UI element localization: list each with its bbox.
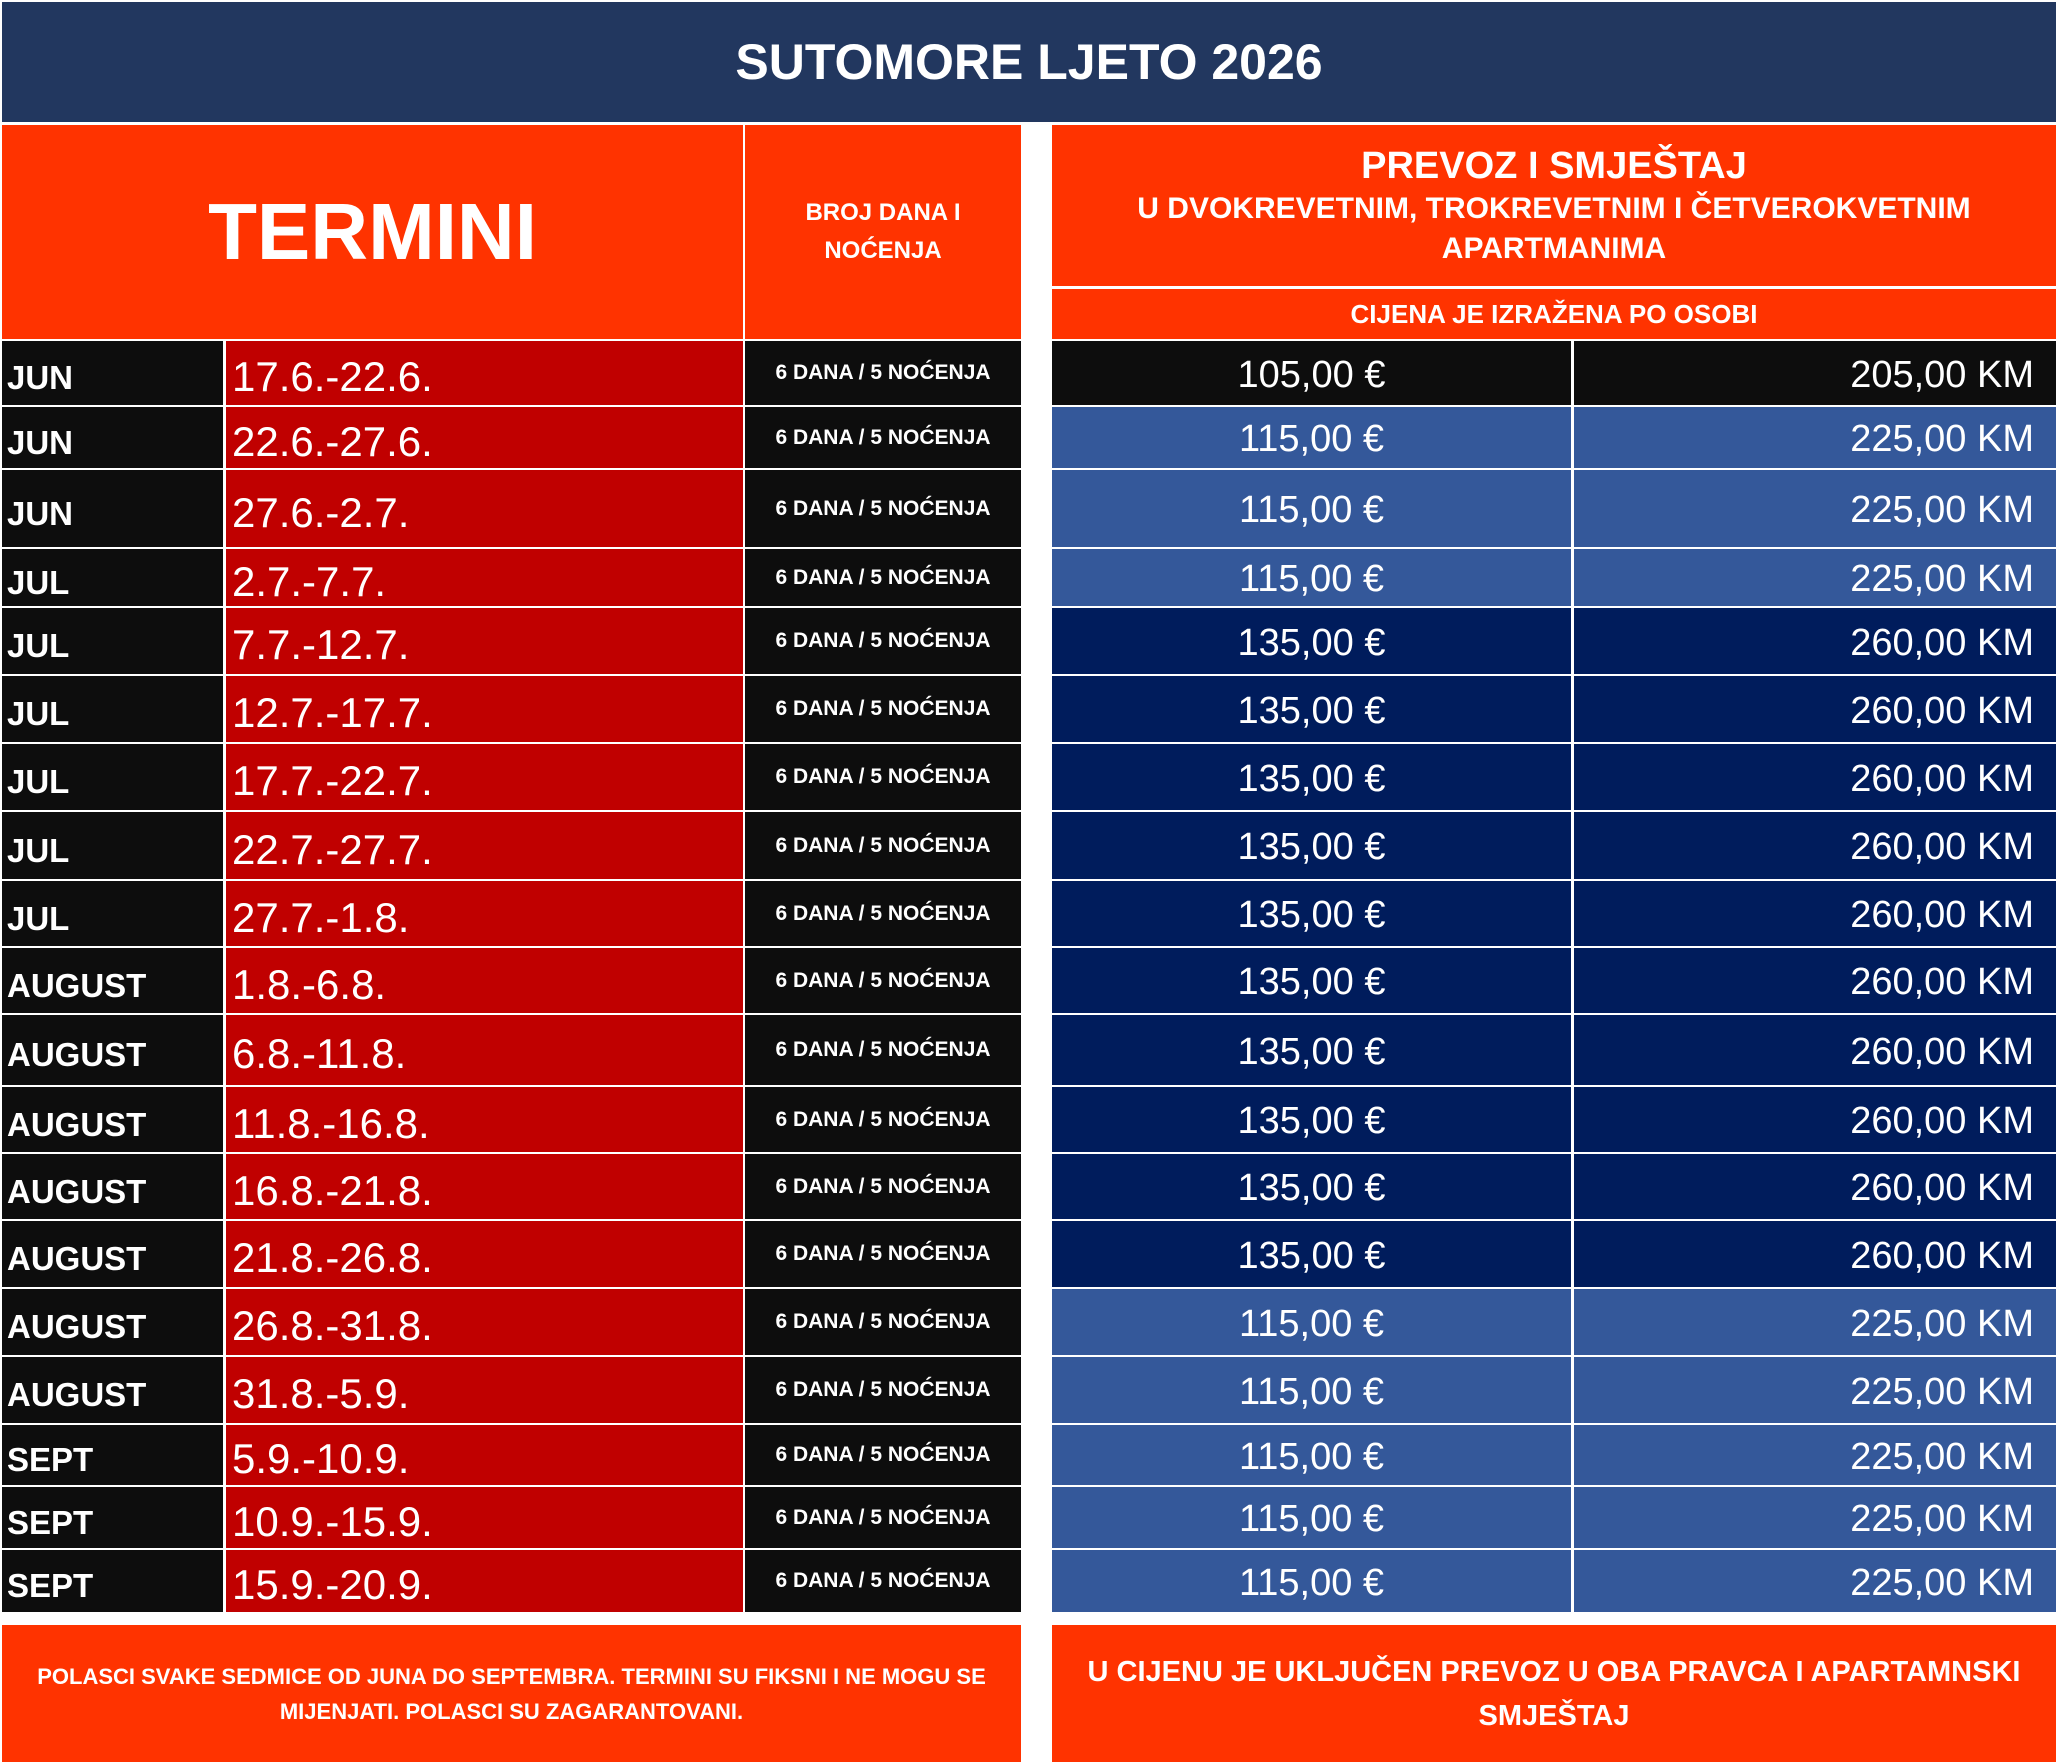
price-km-cell: 260,00 KM bbox=[1574, 881, 2056, 946]
nights-cell: 6 DANA / 5 NOĆENJA bbox=[745, 812, 1021, 879]
month-cell: JUL bbox=[2, 608, 223, 674]
month-cell: AUGUST bbox=[2, 1015, 223, 1085]
price-km-cell: 260,00 KM bbox=[1574, 676, 2056, 742]
price-eur-cell: 135,00 € bbox=[1052, 881, 1571, 946]
price-km-cell: 260,00 KM bbox=[1574, 744, 2056, 810]
price-km-cell: 225,00 KM bbox=[1574, 1487, 2056, 1548]
nights-header: BROJ DANA I NOĆENJA bbox=[745, 125, 1021, 339]
price-km-cell: 205,00 KM bbox=[1574, 341, 2056, 405]
month-cell: AUGUST bbox=[2, 1087, 223, 1152]
price-eur-cell: 135,00 € bbox=[1052, 1015, 1571, 1085]
price-km-cell: 225,00 KM bbox=[1574, 407, 2056, 468]
dates-cell: 5.9.-10.9. bbox=[226, 1425, 743, 1485]
price-header bbox=[1052, 125, 2056, 286]
footer-note-departures: POLASCI SVAKE SEDMICE OD JUNA DO SEPTEMBRA. TERMINI SU FIKSNI I NE MOGU SE MIJENJATI. POLASCI SU ZAGARANTOVANI. bbox=[2, 1625, 1021, 1762]
month-cell: AUGUST bbox=[2, 1357, 223, 1423]
price-km-cell: 260,00 KM bbox=[1574, 1154, 2056, 1219]
month-cell: SEPT bbox=[2, 1425, 223, 1485]
price-km-cell: 260,00 KM bbox=[1574, 608, 2056, 674]
price-eur-cell: 135,00 € bbox=[1052, 1221, 1571, 1287]
dates-cell: 7.7.-12.7. bbox=[226, 608, 743, 674]
price-eur-cell: 115,00 € bbox=[1052, 1357, 1571, 1423]
nights-cell: 6 DANA / 5 NOĆENJA bbox=[745, 407, 1021, 468]
price-eur-cell: 135,00 € bbox=[1052, 812, 1571, 879]
dates-cell: 6.8.-11.8. bbox=[226, 1015, 743, 1085]
price-eur-cell: 135,00 € bbox=[1052, 948, 1571, 1013]
footer-note-included: U CIJENU JE UKLJUČEN PREVOZ U OBA PRAVCA I APARTAMNSKI SMJEŠTAJ bbox=[1052, 1625, 2056, 1762]
dates-cell: 15.9.-20.9. bbox=[226, 1550, 743, 1612]
nights-cell: 6 DANA / 5 NOĆENJA bbox=[745, 1154, 1021, 1219]
nights-cell: 6 DANA / 5 NOĆENJA bbox=[745, 676, 1021, 742]
nights-cell: 6 DANA / 5 NOĆENJA bbox=[745, 1015, 1021, 1085]
price-eur-cell: 115,00 € bbox=[1052, 1425, 1571, 1485]
price-header-subtitle: U DVOKREVETNIM, TROKREVETNIM I ČETVEROKVETNIM APARTMANIMA bbox=[1137, 191, 1971, 265]
price-km-cell: 260,00 KM bbox=[1574, 1221, 2056, 1287]
price-km-cell: 260,00 KM bbox=[1574, 812, 2056, 879]
dates-cell: 2.7.-7.7. bbox=[226, 549, 743, 606]
price-km-cell: 225,00 KM bbox=[1574, 549, 2056, 606]
price-eur-cell: 135,00 € bbox=[1052, 744, 1571, 810]
month-cell: JUN bbox=[2, 341, 223, 405]
month-cell: JUL bbox=[2, 881, 223, 946]
nights-cell: 6 DANA / 5 NOĆENJA bbox=[745, 744, 1021, 810]
dates-cell: 27.7.-1.8. bbox=[226, 881, 743, 946]
nights-cell: 6 DANA / 5 NOĆENJA bbox=[745, 1221, 1021, 1287]
price-km-cell: 225,00 KM bbox=[1574, 1425, 2056, 1485]
price-km-cell: 225,00 KM bbox=[1574, 470, 2056, 547]
dates-cell: 1.8.-6.8. bbox=[226, 948, 743, 1013]
price-note: CIJENA JE IZRAŽENA PO OSOBI bbox=[1052, 289, 2056, 339]
nights-cell: 6 DANA / 5 NOĆENJA bbox=[745, 881, 1021, 946]
nights-cell: 6 DANA / 5 NOĆENJA bbox=[745, 1289, 1021, 1355]
month-cell: AUGUST bbox=[2, 1289, 223, 1355]
dates-cell: 31.8.-5.9. bbox=[226, 1357, 743, 1423]
dates-cell: 12.7.-17.7. bbox=[226, 676, 743, 742]
nights-cell: 6 DANA / 5 NOĆENJA bbox=[745, 608, 1021, 674]
price-km-cell: 225,00 KM bbox=[1574, 1289, 2056, 1355]
month-cell: JUL bbox=[2, 676, 223, 742]
dates-cell: 17.7.-22.7. bbox=[226, 744, 743, 810]
month-cell: AUGUST bbox=[2, 1154, 223, 1219]
price-km-cell: 260,00 KM bbox=[1574, 1087, 2056, 1152]
month-cell: JUN bbox=[2, 407, 223, 468]
nights-cell: 6 DANA / 5 NOĆENJA bbox=[745, 1357, 1021, 1423]
dates-cell: 22.6.-27.6. bbox=[226, 407, 743, 468]
price-eur-cell: 115,00 € bbox=[1052, 1487, 1571, 1548]
dates-cell: 16.8.-21.8. bbox=[226, 1154, 743, 1219]
dates-cell: 21.8.-26.8. bbox=[226, 1221, 743, 1287]
month-cell: JUL bbox=[2, 812, 223, 879]
price-eur-cell: 115,00 € bbox=[1052, 470, 1571, 547]
price-eur-cell: 115,00 € bbox=[1052, 549, 1571, 606]
price-km-cell: 260,00 KM bbox=[1574, 948, 2056, 1013]
price-eur-cell: 135,00 € bbox=[1052, 1154, 1571, 1219]
price-eur-cell: 135,00 € bbox=[1052, 1087, 1571, 1152]
nights-cell: 6 DANA / 5 NOĆENJA bbox=[745, 1550, 1021, 1612]
nights-cell: 6 DANA / 5 NOĆENJA bbox=[745, 1487, 1021, 1548]
dates-cell: 22.7.-27.7. bbox=[226, 812, 743, 879]
price-eur-cell: 135,00 € bbox=[1052, 676, 1571, 742]
price-eur-cell: 115,00 € bbox=[1052, 1289, 1571, 1355]
month-cell: JUL bbox=[2, 549, 223, 606]
nights-cell: 6 DANA / 5 NOĆENJA bbox=[745, 549, 1021, 606]
dates-cell: 11.8.-16.8. bbox=[226, 1087, 743, 1152]
termini-header: TERMINI bbox=[2, 125, 743, 339]
price-eur-cell: 105,00 € bbox=[1052, 341, 1571, 405]
price-eur-cell: 135,00 € bbox=[1052, 608, 1571, 674]
month-cell: AUGUST bbox=[2, 948, 223, 1013]
dates-cell: 17.6.-22.6. bbox=[226, 341, 743, 405]
month-cell: JUN bbox=[2, 470, 223, 547]
price-eur-cell: 115,00 € bbox=[1052, 407, 1571, 468]
dates-cell: 26.8.-31.8. bbox=[226, 1289, 743, 1355]
nights-cell: 6 DANA / 5 NOĆENJA bbox=[745, 948, 1021, 1013]
price-km-cell: 225,00 KM bbox=[1574, 1357, 2056, 1423]
nights-cell: 6 DANA / 5 NOĆENJA bbox=[745, 1425, 1021, 1485]
month-cell: JUL bbox=[2, 744, 223, 810]
dates-cell: 10.9.-15.9. bbox=[226, 1487, 743, 1548]
dates-cell: 27.6.-2.7. bbox=[226, 470, 743, 547]
nights-cell: 6 DANA / 5 NOĆENJA bbox=[745, 341, 1021, 405]
nights-cell: 6 DANA / 5 NOĆENJA bbox=[745, 1087, 1021, 1152]
price-km-cell: 225,00 KM bbox=[1574, 1550, 2056, 1612]
nights-cell: 6 DANA / 5 NOĆENJA bbox=[745, 470, 1021, 547]
month-cell: AUGUST bbox=[2, 1221, 223, 1287]
price-header-title: PREVOZ I SMJEŠTAJ bbox=[1361, 144, 1747, 187]
price-km-cell: 260,00 KM bbox=[1574, 1015, 2056, 1085]
month-cell: SEPT bbox=[2, 1487, 223, 1548]
price-eur-cell: 115,00 € bbox=[1052, 1550, 1571, 1612]
month-cell: SEPT bbox=[2, 1550, 223, 1612]
page-title: SUTOMORE LJETO 2026 bbox=[2, 2, 2056, 122]
